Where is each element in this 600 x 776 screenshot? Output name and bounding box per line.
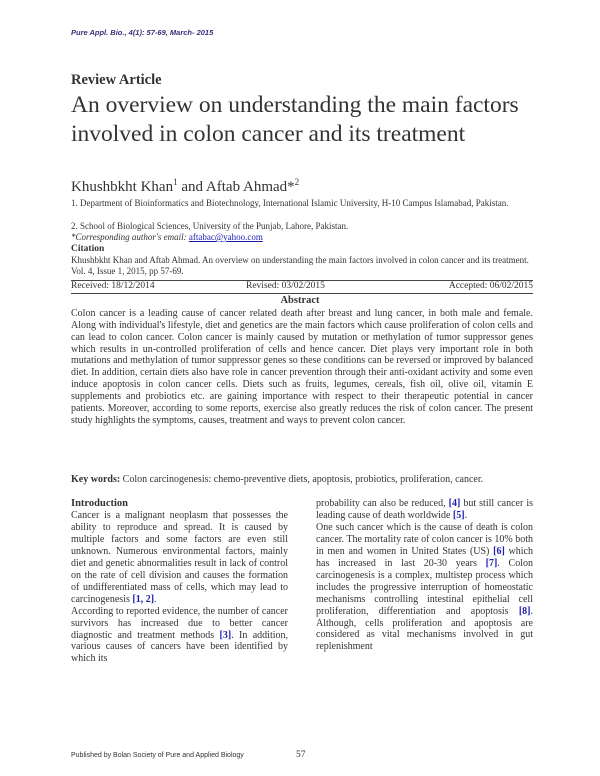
abstract-heading: Abstract xyxy=(280,295,320,306)
citation-ref[interactable]: [7] xyxy=(485,557,498,569)
citation-heading: Citation xyxy=(71,244,105,254)
page-number: 57 xyxy=(296,750,306,760)
citation-ref[interactable]: [6] xyxy=(493,545,505,557)
article-title: An overview on understanding the main factors involved in colon cancer and its treatment xyxy=(71,92,519,147)
keywords-label: Key words: xyxy=(71,474,121,485)
affiliation-marker: 1 xyxy=(173,177,178,187)
paragraph: probability can also be reduced, [4] but still cancer is leading cause of death worldwide [5]. xyxy=(316,498,533,521)
abstract-text: Colon cancer is a leading cause of cancer related death after breast and lung cancer, in both male and female. Along with individual's lifestyle, diet and genetics are the main factors which cause proliferation of colon cells and can lead to colon cancer. Colon cancer is mainly caused by mutation or methylation of tumor suppressor genes which results in un-controlled proliferation of cells and hence cancer. Diet plays very important role in both mutations and methylation of tumor suppressor genes so these conditions can be reversed or improved by balanced diet. In addition, certain diets also have role in cancer prevention through their anti-oxidant activity and some even induce apoptosis in colon cancer cells. Diets such as fruits, legumes, cereals, fish oil, olive oil, vitamin E supplements and probiotics etc. are gaining importance with respect to their therapeutic potential in cancer patients. Moreover, according to some reports, exercise also greatly reduces the risk of colon cancer. The present study highlights the symptoms, causes, treatment and ways to prevent colon cancer. xyxy=(71,308,533,426)
journal-citation-line: Pure Appl. Bio., 4(1): 57-69, March- 2015 xyxy=(71,28,214,37)
accepted-date: Accepted: 06/02/2015 xyxy=(448,281,533,291)
citation-ref[interactable]: [5] xyxy=(452,509,465,521)
affiliation-2: 2. School of Biological Sciences, University of the Punjab, Lahore, Pakistan. xyxy=(71,221,349,231)
paragraph: Cancer is a malignant neoplasm that possesses the ability to reproduce and spread. It is caused by multiple factors and some factors are even still unknown. Numerous environmental factors, mainly diet and genetic abnormalities result in lack of control on the rate of cell division and causes the formation of undifferentiated mass of cells, which may lead to carcinogenesis [1, 2]. xyxy=(71,510,288,605)
citation-text: Khushbkht Khan and Aftab Ahmad. An overview on understanding the main factors involved in colon cancer and its treatment. Vol. 4, Issue 1, 2015, pp 57-69. xyxy=(71,255,529,276)
paragraph: According to reported evidence, the number of cancer survivors has increased due to better cancer diagnostic and treatment methods [3]. In addition, various causes of cancers have been identified by which its xyxy=(71,605,288,665)
received-date: Received: 18/12/2014 xyxy=(71,281,155,291)
email-link[interactable]: aftabac@yahoo.com xyxy=(188,232,263,242)
corresponding-author xyxy=(71,232,531,243)
citation-ref[interactable]: [4] xyxy=(448,498,461,509)
publisher-footer: Published by Bolan Society of Pure and Applied Biology xyxy=(71,752,244,759)
citation-ref[interactable]: [3] xyxy=(219,629,232,641)
affiliation-1: 1. Department of Bioinformatics and Biotechnology, International Islamic University, H-10 Campus Islamabad, Pakistan. xyxy=(71,198,509,208)
keywords-text: Colon carcinogenesis: chemo-preventive diets, apoptosis, probiotics, proliferation, cancer. xyxy=(120,474,484,485)
affiliation-marker: 2 xyxy=(294,177,300,187)
paragraph: One such cancer which is the cause of death is colon cancer. The mortality rate of colon cancer is 10% both in men and women in United States (US) [6] which has increased in last 20-30 years [7]. Colon carcinogenesis is a complex, multistep process which includes the progressive interruption of homeostatic mechanisms controlling intestinal epithelial cell proliferation, differentiation and apoptosis [8]. Although, cells proliferation and apoptosis are considered as vital mechanisms involved in gut replenishment xyxy=(316,521,533,653)
author-name: Khushbkht Khan xyxy=(71,179,174,195)
corresponding-label: *Corresponding author's email: xyxy=(71,232,189,242)
author-separator: and xyxy=(177,179,206,195)
body-column-right xyxy=(316,498,533,653)
citation-ref[interactable]: [8] xyxy=(518,605,531,617)
author-name: Aftab Ahmad* xyxy=(205,179,295,195)
body-column-left xyxy=(71,498,288,665)
introduction-heading: Introduction xyxy=(71,498,128,509)
keywords xyxy=(71,474,533,486)
citation-ref[interactable]: [1, 2] xyxy=(132,593,155,605)
author-line xyxy=(71,177,299,196)
date-bar xyxy=(71,280,533,294)
revised-date: Revised: 03/02/2015 xyxy=(246,281,325,291)
article-type-label: Review Article xyxy=(71,72,162,88)
